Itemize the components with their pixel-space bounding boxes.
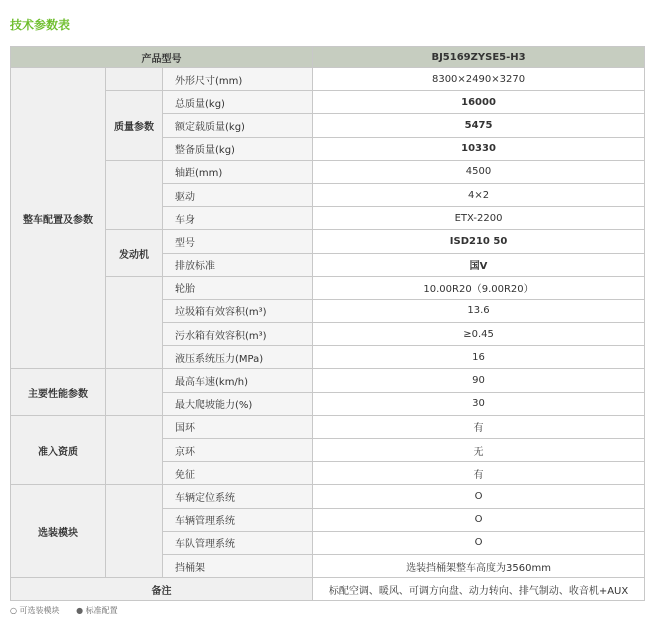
- table-row: [11, 68, 645, 91]
- group-access: 准入资质: [11, 415, 106, 485]
- value-drive: 4×2: [313, 183, 645, 206]
- label-fleet-mgmt: 车队管理系统: [163, 531, 313, 554]
- sub-mass: 质量参数: [106, 91, 163, 161]
- value-mianzheng: 有: [313, 462, 645, 485]
- table-row: [11, 578, 645, 601]
- label-tire: 轮胎: [163, 276, 313, 299]
- value-dimensions: 8300×2490×3270: [313, 68, 645, 91]
- value-positioning: O: [313, 485, 645, 508]
- label-curb-mass: 整备质量(kg): [163, 137, 313, 160]
- value-tire: 10.00R20（9.00R20）: [313, 276, 645, 299]
- page-title: 技术参数表: [10, 18, 71, 32]
- group-options: 选装模块: [11, 485, 106, 578]
- label-dimensions: 外形尺寸(mm): [163, 68, 313, 91]
- label-sewage-vol: 污水箱有效容积(m³): [163, 323, 313, 346]
- model-value: BJ5169ZYSE5-H3: [313, 47, 645, 68]
- label-wheelbase: 轴距(mm): [163, 160, 313, 183]
- sub-empty: [106, 276, 163, 369]
- value-max-grade: 30: [313, 392, 645, 415]
- value-garbage-vol: 13.6: [313, 299, 645, 322]
- legend-optional: ○ 可选装模块: [10, 606, 60, 615]
- label-hydraulic: 液压系统压力(MPa): [163, 346, 313, 369]
- label-mianzheng: 免征: [163, 462, 313, 485]
- label-drive: 驱动: [163, 183, 313, 206]
- legend: [10, 605, 132, 616]
- value-total-mass: 16000: [313, 91, 645, 114]
- value-bucket-rack: 选装挡桶架整车高度为3560mm: [313, 554, 645, 577]
- label-positioning: 车辆定位系统: [163, 485, 313, 508]
- legend-standard: ● 标准配置: [76, 606, 118, 615]
- notes-value: 标配空调、暖风、可调方向盘、动力转向、排气制动、收音机+AUX: [313, 578, 645, 601]
- table-row: [11, 485, 645, 508]
- table-row: [11, 91, 645, 114]
- value-hydraulic: 16: [313, 346, 645, 369]
- label-emission: 排放标准: [163, 253, 313, 276]
- notes-label: 备注: [11, 578, 313, 601]
- value-jinghuan: 无: [313, 439, 645, 462]
- sub-engine: 发动机: [106, 230, 163, 276]
- table-row: [11, 415, 645, 438]
- table-row: [11, 160, 645, 183]
- value-curb-mass: 10330: [313, 137, 645, 160]
- group-vehicle: 整车配置及参数: [11, 68, 106, 369]
- label-engine-model: 型号: [163, 230, 313, 253]
- value-emission: 国Ⅴ: [313, 253, 645, 276]
- value-rated-load: 5475: [313, 114, 645, 137]
- label-garbage-vol: 垃圾箱有效容积(m³): [163, 299, 313, 322]
- label-bucket-rack: 挡桶架: [163, 554, 313, 577]
- value-vehicle-mgmt: O: [313, 508, 645, 531]
- sub-empty: [106, 68, 163, 91]
- value-wheelbase: 4500: [313, 160, 645, 183]
- value-engine-model: ISD210 50: [313, 230, 645, 253]
- label-body: 车身: [163, 207, 313, 230]
- label-vehicle-mgmt: 车辆管理系统: [163, 508, 313, 531]
- label-guohuan: 国环: [163, 415, 313, 438]
- sub-empty: [106, 369, 163, 415]
- group-perf: 主要性能参数: [11, 369, 106, 415]
- table-row: [11, 276, 645, 299]
- label-total-mass: 总质量(kg): [163, 91, 313, 114]
- sub-empty: [106, 415, 163, 485]
- label-max-grade: 最大爬坡能力(%): [163, 392, 313, 415]
- header-row: [11, 47, 645, 68]
- model-label: 产品型号: [11, 47, 313, 68]
- value-fleet-mgmt: O: [313, 531, 645, 554]
- value-sewage-vol: ≥0.45: [313, 323, 645, 346]
- spec-table: [10, 46, 645, 601]
- value-body: ETX-2200: [313, 207, 645, 230]
- label-jinghuan: 京环: [163, 439, 313, 462]
- table-row: [11, 230, 645, 253]
- value-guohuan: 有: [313, 415, 645, 438]
- label-rated-load: 额定载质量(kg): [163, 114, 313, 137]
- label-max-speed: 最高车速(km/h): [163, 369, 313, 392]
- sub-empty: [106, 160, 163, 230]
- table-row: [11, 369, 645, 392]
- value-max-speed: 90: [313, 369, 645, 392]
- sub-empty: [106, 485, 163, 578]
